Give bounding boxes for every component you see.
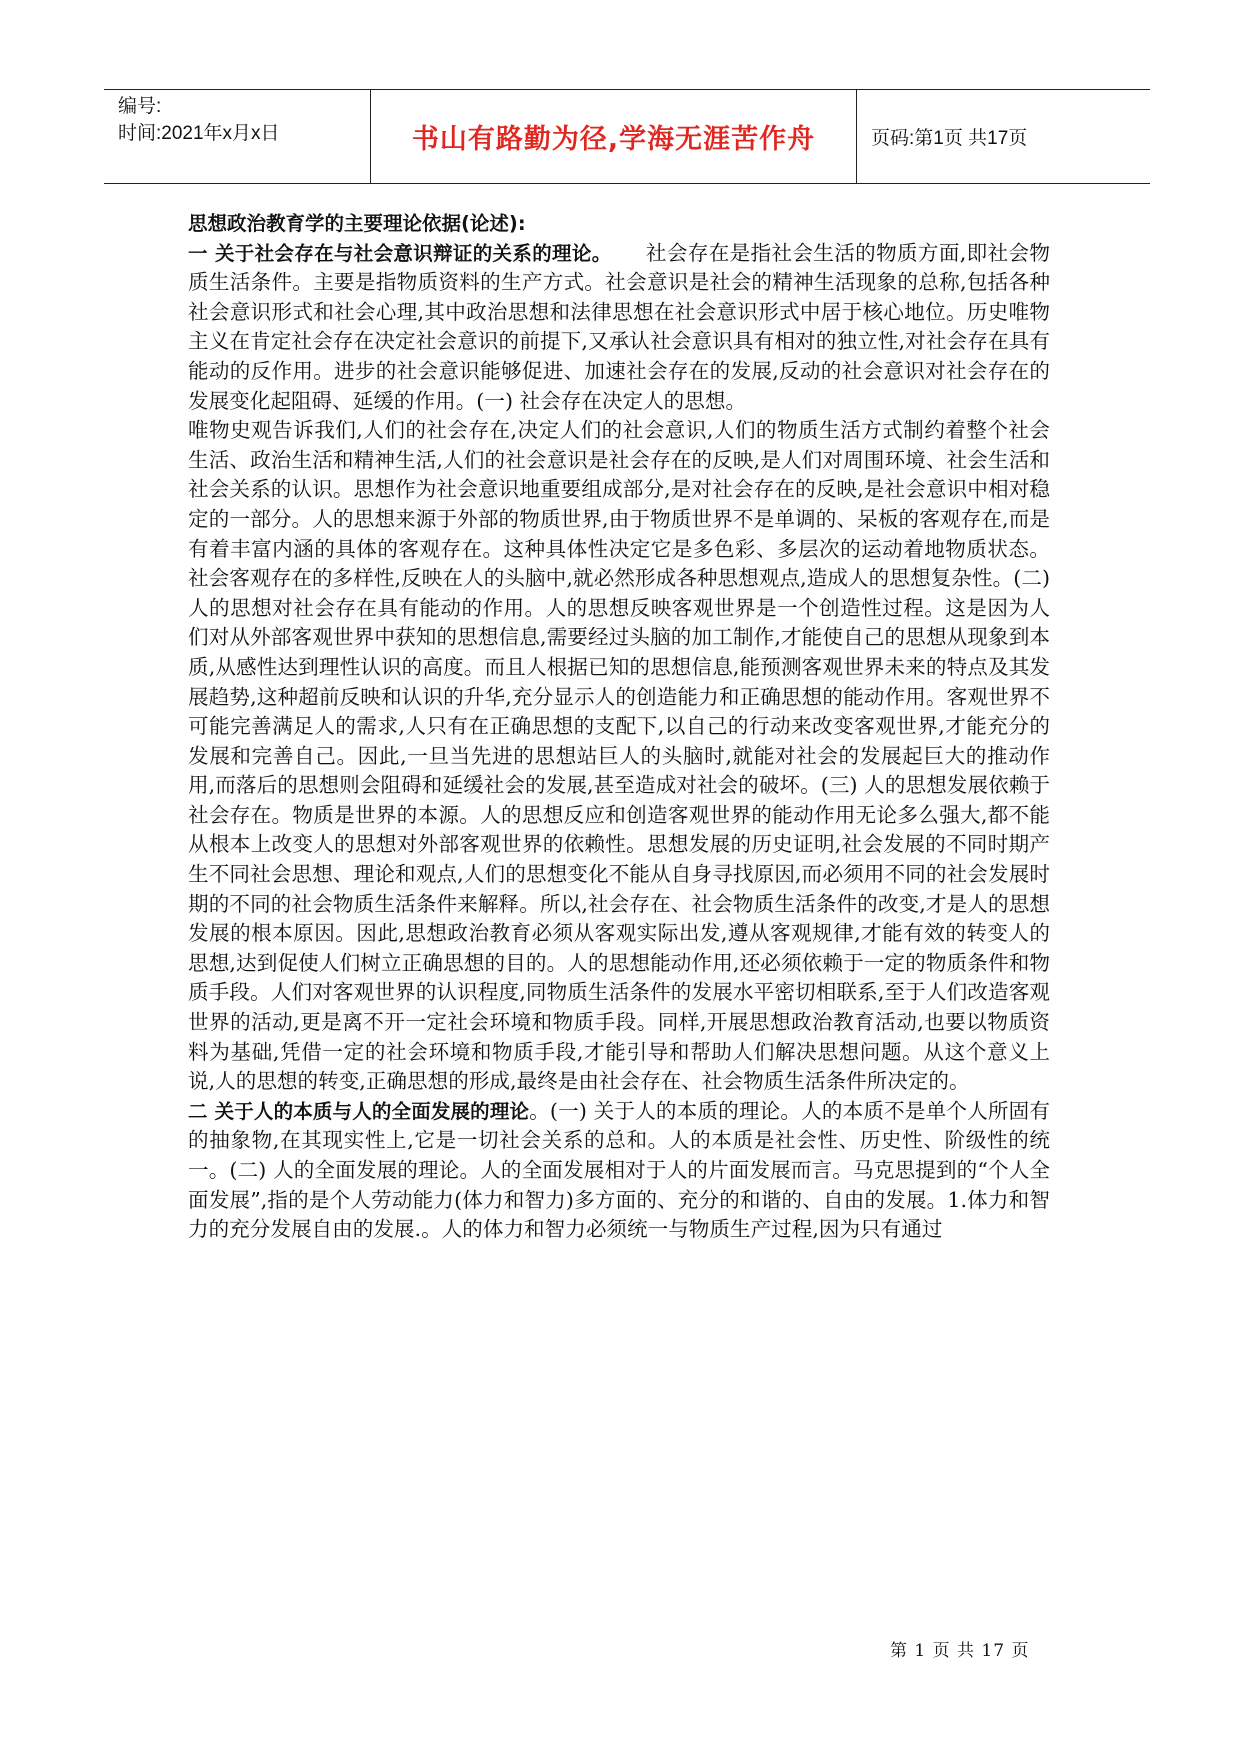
section-2-heading: 二 关于人的本质与人的全面发展的理论: [188, 1099, 530, 1123]
section-2-body: 。(一) 关于人的本质的理论。人的本质不是单个人所固有的抽象物,在其现实性上,它是一切社会关系的总和。人的本质是社会性、历史性、阶级性的统一。(二) 人的全面发展的理论。人的全面发展相对于人的片面发展而言。马克思提到的“个人全面发展”,指的是个人劳动能力(体力和智力)多方面的、充分的和谐的、自由的发展。1.体力和智力的充分发展自由的发展.。人的体力和智力必须统一与物质生产过程,因为只有通过: [188, 1098, 1050, 1242]
page-footer: 第 1 页 共 17 页: [890, 1641, 1030, 1661]
section-1-body: 唯物史观告诉我们,人们的社会存在,决定人们的社会意识,人们的物质生活方式制约着整个社会生活、政治生活和精神生活,人们的社会意识是社会存在的反映,是人们对周围环境、社会生活和社会关系的认识。思想作为社会意识地重要组成部分,是对社会存在的反映,是社会意识中相对稳定的一部分。人的思想来源于外部的物质世界,由于物质世界不是单调的、呆板的客观存在,而是有着丰富内涵的具体的客观存在。这种具体性决定它是多色彩、多层次的运动着地物质状态。社会客观存在的多样性,反映在人的头脑中,就必然形成各种思想观点,造成人的思想复杂性。(二) 人的思想对社会存在具有能动的作用。人的思想反映客观世界是一个创造性过程。这是因为人们对从外部客观世界中获知的思想信息,需要经过头脑的加工制作,才能使自己的思想从现象到本质,从感性达到理性认识的高度。而且人根据已知的思想信息,能预测客观世界未来的特点及其发展趋势,这种超前反映和认识的升华,充分显示人的创造能力和正确思想的能动作用。客观世界不可能完善满足人的需求,人只有在正确思想的支配下,以自己的行动来改变客观世界,才能充分的发展和完善自己。因此,一旦当先进的思想站巨人的头脑时,就能对社会的发展起巨大的推动作用,而落后的思想则会阻碍和延缓社会的发展,甚至造成对社会的破坏。(三) 人的思想发展依赖于社会存在。物质是世界的本源。人的思想反应和创造客观世界的能动作用无论多么强大,都不能从根本上改变人的思想对外部客观世界的依赖性。思想发展的历史证明,社会发展的不同时期产生不同社会思想、理论和观点,人们的思想变化不能从自身寻找原因,而必须用不同的社会发展时期的不同的社会物质生活条件来解释。所以,社会存在、社会物质生活条件的改变,才是人的思想发展的根本原因。因此,思想政治教育必须从客观实际出发,遵从客观规律,才能有效的转变人的思想,达到促使人们树立正确思想的目的。人的思想能动作用,还必须依赖于一定的物质条件和物质手段。人们对客观世界的认识程度,同物质生活条件的发展水平密切相联系,至于人们改造客观世界的活动,更是离不开一定社会环境和物质手段。同样,开展思想政治教育活动,也要以物质资料为基础,凭借一定的社会环境和物质手段,才能引导和帮助人们解决思想问题。从这个意义上说,人的思想的转变,正确思想的形成,最终是由社会存在、社会物质生活条件所决定的。: [188, 418, 1050, 1094]
page-header: [104, 89, 1150, 184]
header-motto: 书山有路勤为径,学海无涯苦作舟: [371, 90, 857, 183]
section-1-heading: 一 关于社会存在与社会意识辩证的关系的理论。: [188, 241, 612, 265]
header-page-code: 页码:第1页 共17页: [871, 128, 1028, 149]
document-body: [188, 209, 1050, 1245]
header-meta: [104, 90, 371, 183]
time-label: 时间:2021年x月x日: [118, 123, 280, 144]
section-1-intro: 社会存在是指社会生活的物质方面,即社会物质生活条件。主要是指物质资料的生产方式。社会意识是社会的精神生活现象的总称,包括各种社会意识形式和社会心理,其中政治思想和法律思想在社会意识形式中居于核心地位。历史唯物主义在肯定社会存在决定社会意识的前提下,又承认社会意识具有相对的独立性,对社会存在具有能动的反作用。进步的社会意识能够促进、加速社会存在的发展,反动的社会意识对社会存在的发展变化起阻碍、延缓的作用。(一) 社会存在决定人的思想。: [188, 240, 1051, 413]
document-title: 思想政治教育学的主要理论依据(论述):: [188, 212, 526, 235]
serial-label: 编号:: [118, 96, 162, 117]
section-2-paragraph: [188, 1097, 1050, 1245]
section-1-intro-paragraph: [188, 239, 1050, 417]
